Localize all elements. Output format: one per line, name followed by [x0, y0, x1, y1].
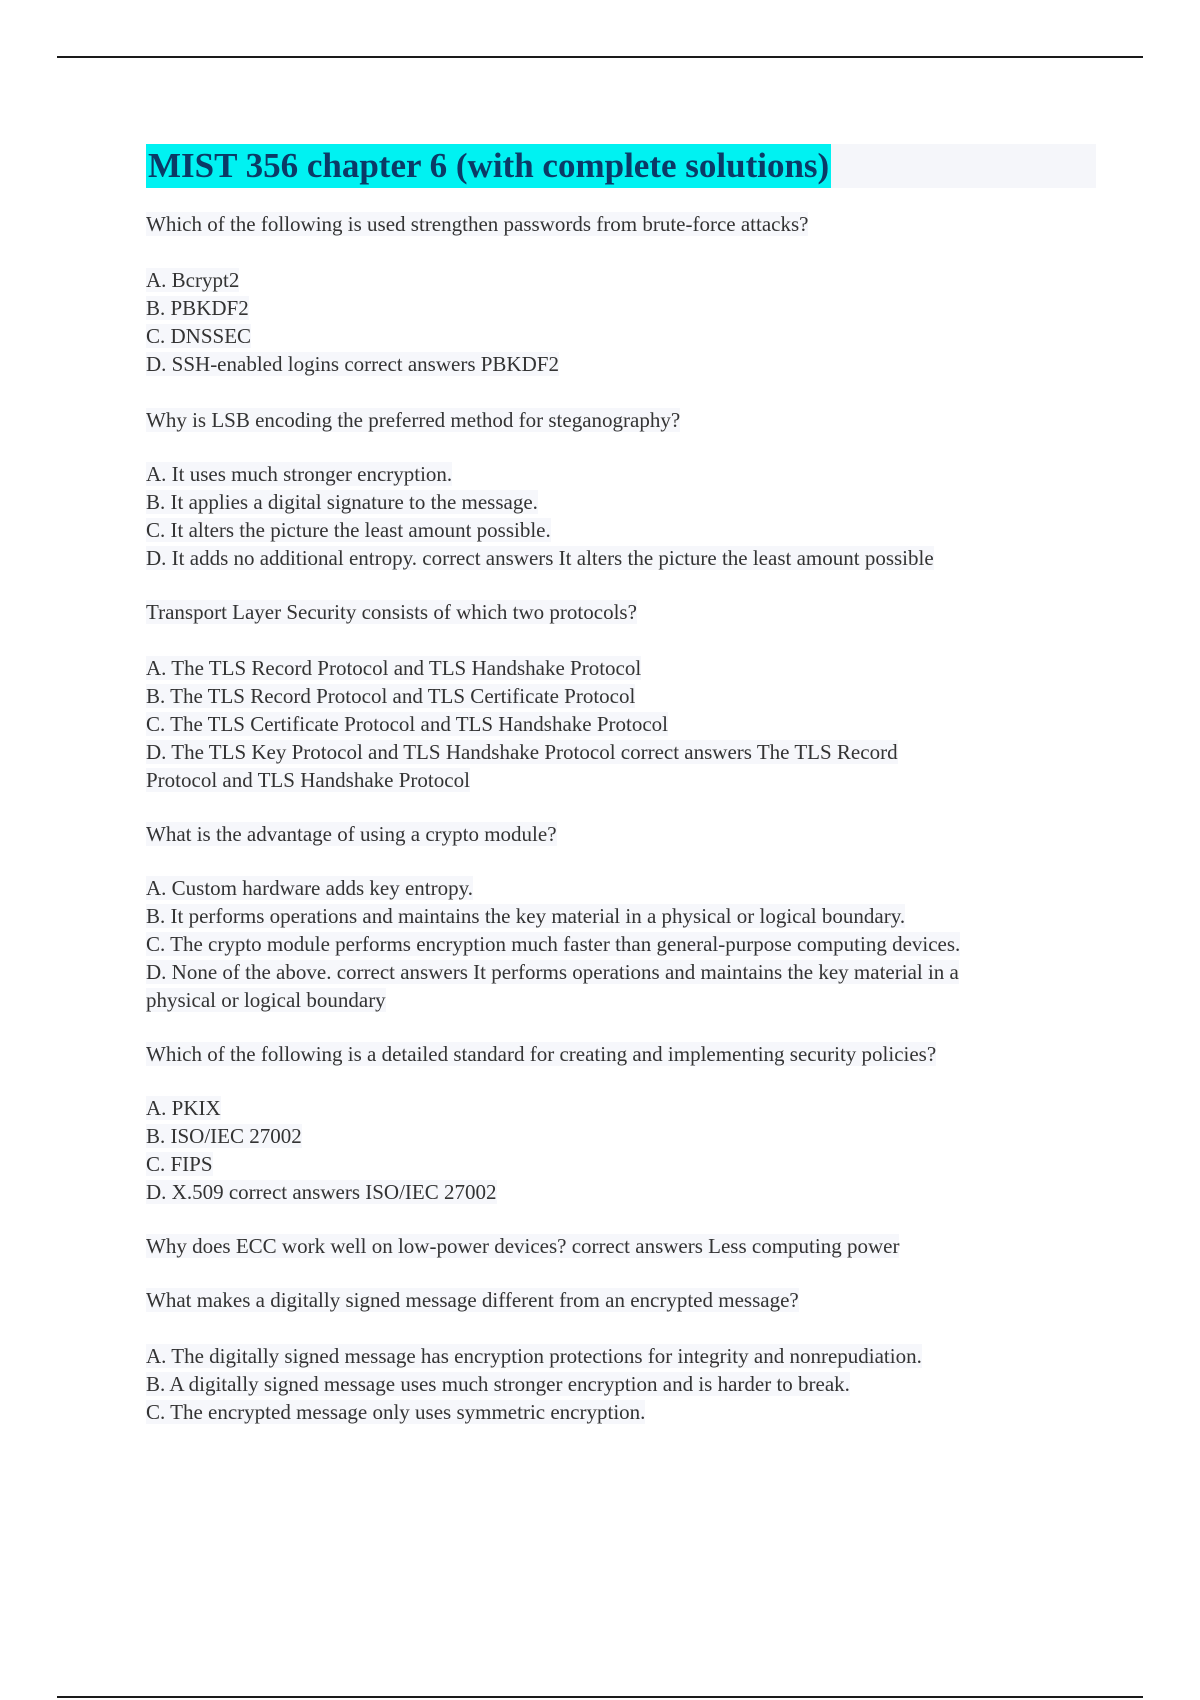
question-block	[146, 598, 1096, 794]
question-text: Which of the following is used strengthen passwords from brute-force attacks?	[146, 212, 809, 236]
answer-options	[146, 654, 1096, 794]
question-text: What is the advantage of using a crypto module?	[146, 822, 557, 846]
question-text: What makes a digitally signed message different from an encrypted message?	[146, 1288, 799, 1312]
document-body	[146, 144, 1096, 1426]
answer-line: D. The TLS Key Protocol and TLS Handshake Protocol correct answers The TLS Record	[146, 740, 898, 764]
document-title: MIST 356 chapter 6 (with complete solutions)	[146, 144, 831, 188]
answer-line: C. The crypto module performs encryption much faster than general-purpose computing devices.	[146, 932, 961, 956]
bottom-rule	[57, 1696, 1143, 1698]
answer-options	[146, 1094, 1096, 1206]
answer-options	[146, 266, 1096, 378]
question-block	[146, 820, 1096, 1014]
answer-line: B. A digitally signed message uses much stronger encryption and is harder to break.	[146, 1372, 850, 1396]
answer-line: A. PKIX	[146, 1096, 221, 1120]
answer-line: B. ISO/IEC 27002	[146, 1124, 302, 1148]
answer-line: A. Bcrypt2	[146, 268, 240, 292]
question-text: Transport Layer Security consists of which two protocols?	[146, 600, 637, 624]
top-rule	[57, 56, 1143, 58]
answer-line: C. The encrypted message only uses symmetric encryption.	[146, 1400, 646, 1424]
answer-line: A. The TLS Record Protocol and TLS Handshake Protocol	[146, 656, 642, 680]
answer-line: Protocol and TLS Handshake Protocol	[146, 768, 470, 792]
answer-line: A. The digitally signed message has encryption protections for integrity and nonrepudiation.	[146, 1344, 922, 1368]
answer-line: physical or logical boundary	[146, 988, 386, 1012]
answer-line: B. It applies a digital signature to the message.	[146, 490, 538, 514]
answer-line: B. It performs operations and maintains the key material in a physical or logical boundary.	[146, 904, 906, 928]
question-block	[146, 1286, 1096, 1426]
question-block	[146, 210, 1096, 378]
answer-line: D. SSH-enabled logins correct answers PBKDF2	[146, 352, 559, 376]
answer-line: C. DNSSEC	[146, 324, 252, 348]
answer-line: D. None of the above. correct answers It performs operations and maintains the key material in a	[146, 960, 959, 984]
title-bar	[146, 144, 1096, 188]
answer-line: D. X.509 correct answers ISO/IEC 27002	[146, 1180, 497, 1204]
answer-line: A. Custom hardware adds key entropy.	[146, 876, 473, 900]
question-block	[146, 1040, 1096, 1206]
question-text: Why is LSB encoding the preferred method for steganography?	[146, 408, 681, 432]
answer-line: C. FIPS	[146, 1152, 213, 1176]
question-text: Why does ECC work well on low-power devices? correct answers Less computing power	[146, 1234, 900, 1258]
answer-options	[146, 1342, 1096, 1426]
question-block	[146, 1232, 1096, 1260]
answer-options	[146, 874, 1096, 1014]
question-text: Which of the following is a detailed standard for creating and implementing security policies?	[146, 1042, 937, 1066]
answer-options	[146, 460, 1096, 572]
answer-line: B. PBKDF2	[146, 296, 249, 320]
answer-line: D. It adds no additional entropy. correct answers It alters the picture the least amount possible	[146, 546, 934, 570]
answer-line: B. The TLS Record Protocol and TLS Certificate Protocol	[146, 684, 636, 708]
answer-line: C. The TLS Certificate Protocol and TLS Handshake Protocol	[146, 712, 668, 736]
question-block	[146, 406, 1096, 572]
answer-line: A. It uses much stronger encryption.	[146, 462, 453, 486]
question-list	[146, 210, 1096, 1426]
answer-line: C. It alters the picture the least amount possible.	[146, 518, 551, 542]
